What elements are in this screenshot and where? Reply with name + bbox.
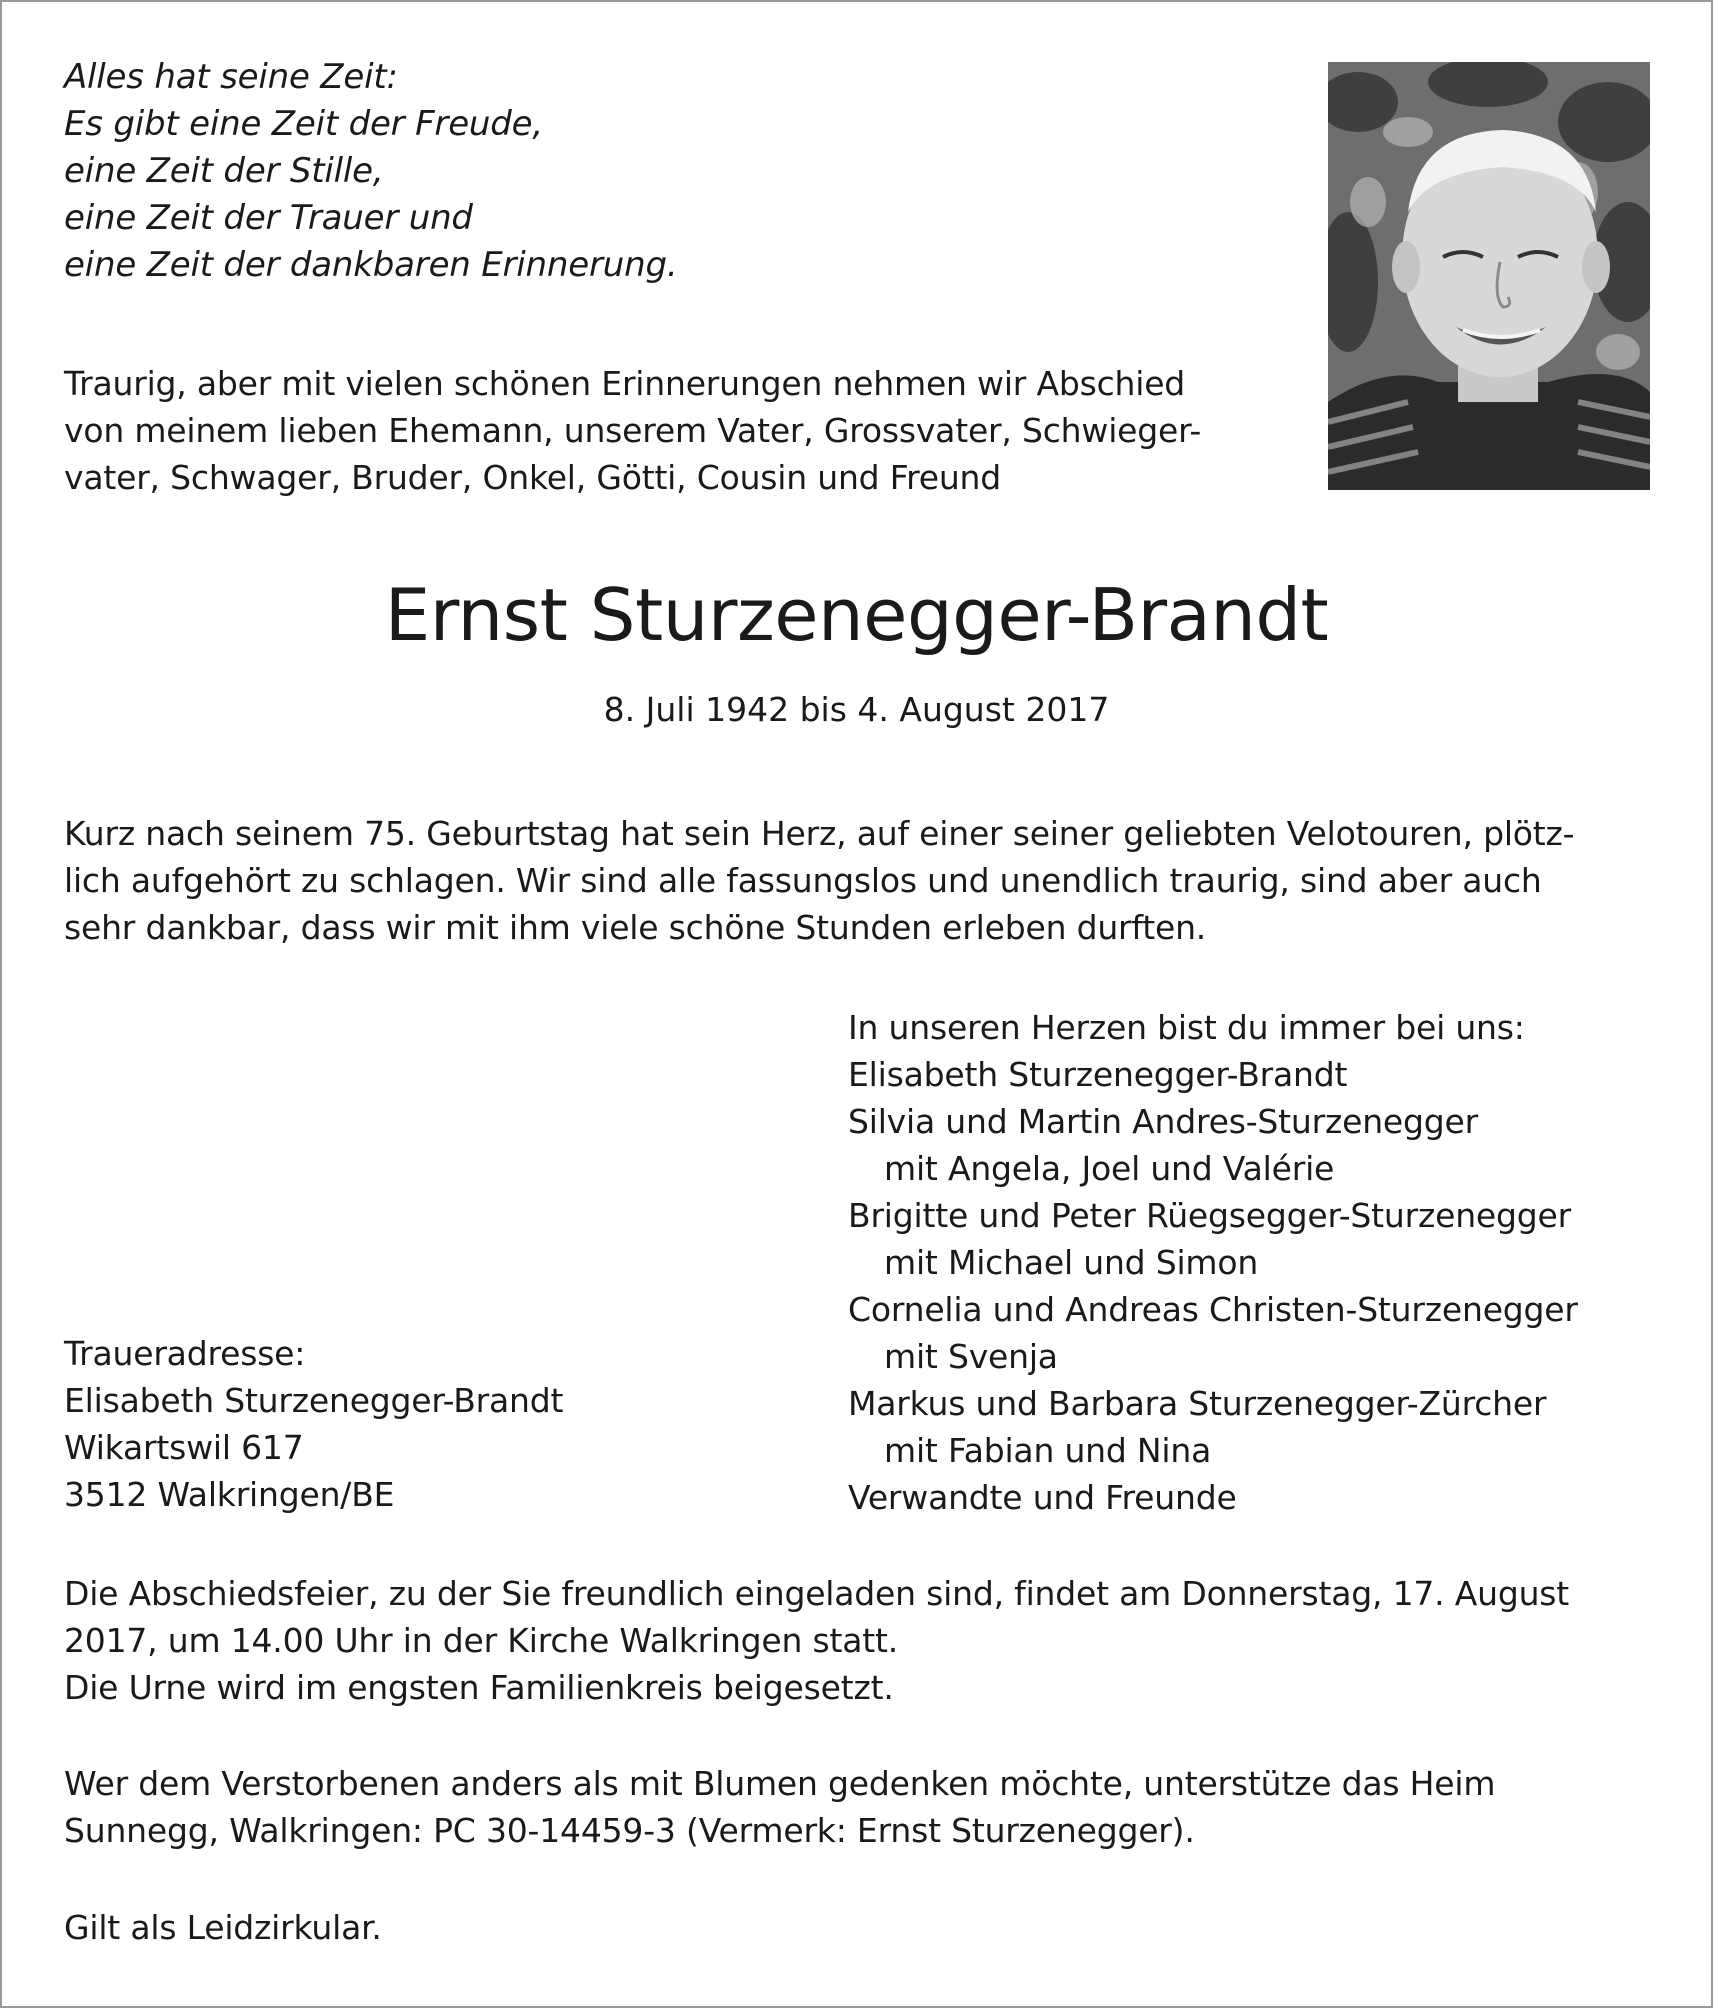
deceased-name: Ernst Sturzenegger-Brandt: [384, 573, 1329, 657]
address-city: 3512 Walkringen/BE: [64, 1475, 395, 1514]
paragraph-line: Die Urne wird im engsten Familienkreis beigesetzt.: [64, 1668, 894, 1707]
family-member: Elisabeth Sturzenegger-Brandt: [848, 1055, 1348, 1094]
family-member: Markus und Barbara Sturzenegger-Zürcher: [848, 1384, 1547, 1423]
donation-paragraph: [64, 1760, 1495, 1854]
family-list: [848, 1004, 1578, 1521]
paragraph-line: Kurz nach seinem 75. Geburtstag hat sein Herz, auf einer seiner geliebten Velotouren, plötz-: [64, 814, 1575, 853]
address-label: Traueradresse:: [64, 1334, 306, 1373]
family-member: Silvia und Martin Andres-Sturzenegger: [848, 1102, 1478, 1141]
family-children: mit Angela, Joel und Valérie: [884, 1149, 1335, 1188]
funeral-info-paragraph: [64, 1570, 1569, 1711]
address-street: Wikartswil 617: [64, 1428, 304, 1467]
intro-paragraph: [64, 360, 1201, 501]
family-children: mit Fabian und Nina: [884, 1431, 1212, 1470]
family-children: mit Svenja: [884, 1337, 1058, 1376]
poem-line: eine Zeit der dankbaren Erinnerung.: [64, 245, 678, 285]
poem: [64, 54, 677, 289]
life-dates: 8. Juli 1942 bis 4. August 2017: [603, 690, 1110, 729]
paragraph-line: Die Abschiedsfeier, zu der Sie freundlich eingeladen sind, findet am Donnerstag, 17. August: [64, 1574, 1570, 1613]
family-member: Verwandte und Freunde: [848, 1478, 1237, 1517]
mourning-address: [64, 1330, 563, 1518]
paragraph-line: sehr dankbar, dass wir mit ihm viele schöne Stunden erleben durften.: [64, 908, 1207, 947]
address-name: Elisabeth Sturzenegger-Brandt: [64, 1381, 564, 1420]
paragraph-line: Sunnegg, Walkringen: PC 30-14459-3 (Vermerk: Ernst Sturzenegger).: [64, 1811, 1195, 1850]
family-member: Brigitte und Peter Rüegsegger-Sturzenegger: [848, 1196, 1571, 1235]
portrait-photo: [1328, 62, 1650, 490]
family-children: mit Michael und Simon: [884, 1243, 1259, 1282]
intro-line: Traurig, aber mit vielen schönen Erinnerungen nehmen wir Abschied: [64, 364, 1186, 403]
intro-line: von meinem lieben Ehemann, unserem Vater, Grossvater, Schwieger-: [64, 411, 1202, 450]
closing-note: Gilt als Leidzirkular.: [64, 1908, 382, 1947]
poem-line: eine Zeit der Stille,: [64, 151, 384, 191]
poem-line: Es gibt eine Zeit der Freude,: [64, 104, 543, 144]
family-heading: In unseren Herzen bist du immer bei uns:: [848, 1008, 1525, 1047]
paragraph-line: Wer dem Verstorbenen anders als mit Blumen gedenken möchte, unterstütze das Heim: [64, 1764, 1496, 1803]
paragraph-line: lich aufgehört zu schlagen. Wir sind alle fassungslos und unendlich traurig, sind aber auch: [64, 861, 1542, 900]
death-circumstances-paragraph: [64, 810, 1574, 951]
family-member: Cornelia und Andreas Christen-Sturzenegger: [848, 1290, 1578, 1329]
poem-line: eine Zeit der Trauer und: [64, 198, 473, 238]
intro-line: vater, Schwager, Bruder, Onkel, Götti, Cousin und Freund: [64, 458, 1002, 497]
paragraph-line: 2017, um 14.00 Uhr in der Kirche Walkringen statt.: [64, 1621, 899, 1660]
poem-line: Alles hat seine Zeit:: [64, 57, 398, 97]
